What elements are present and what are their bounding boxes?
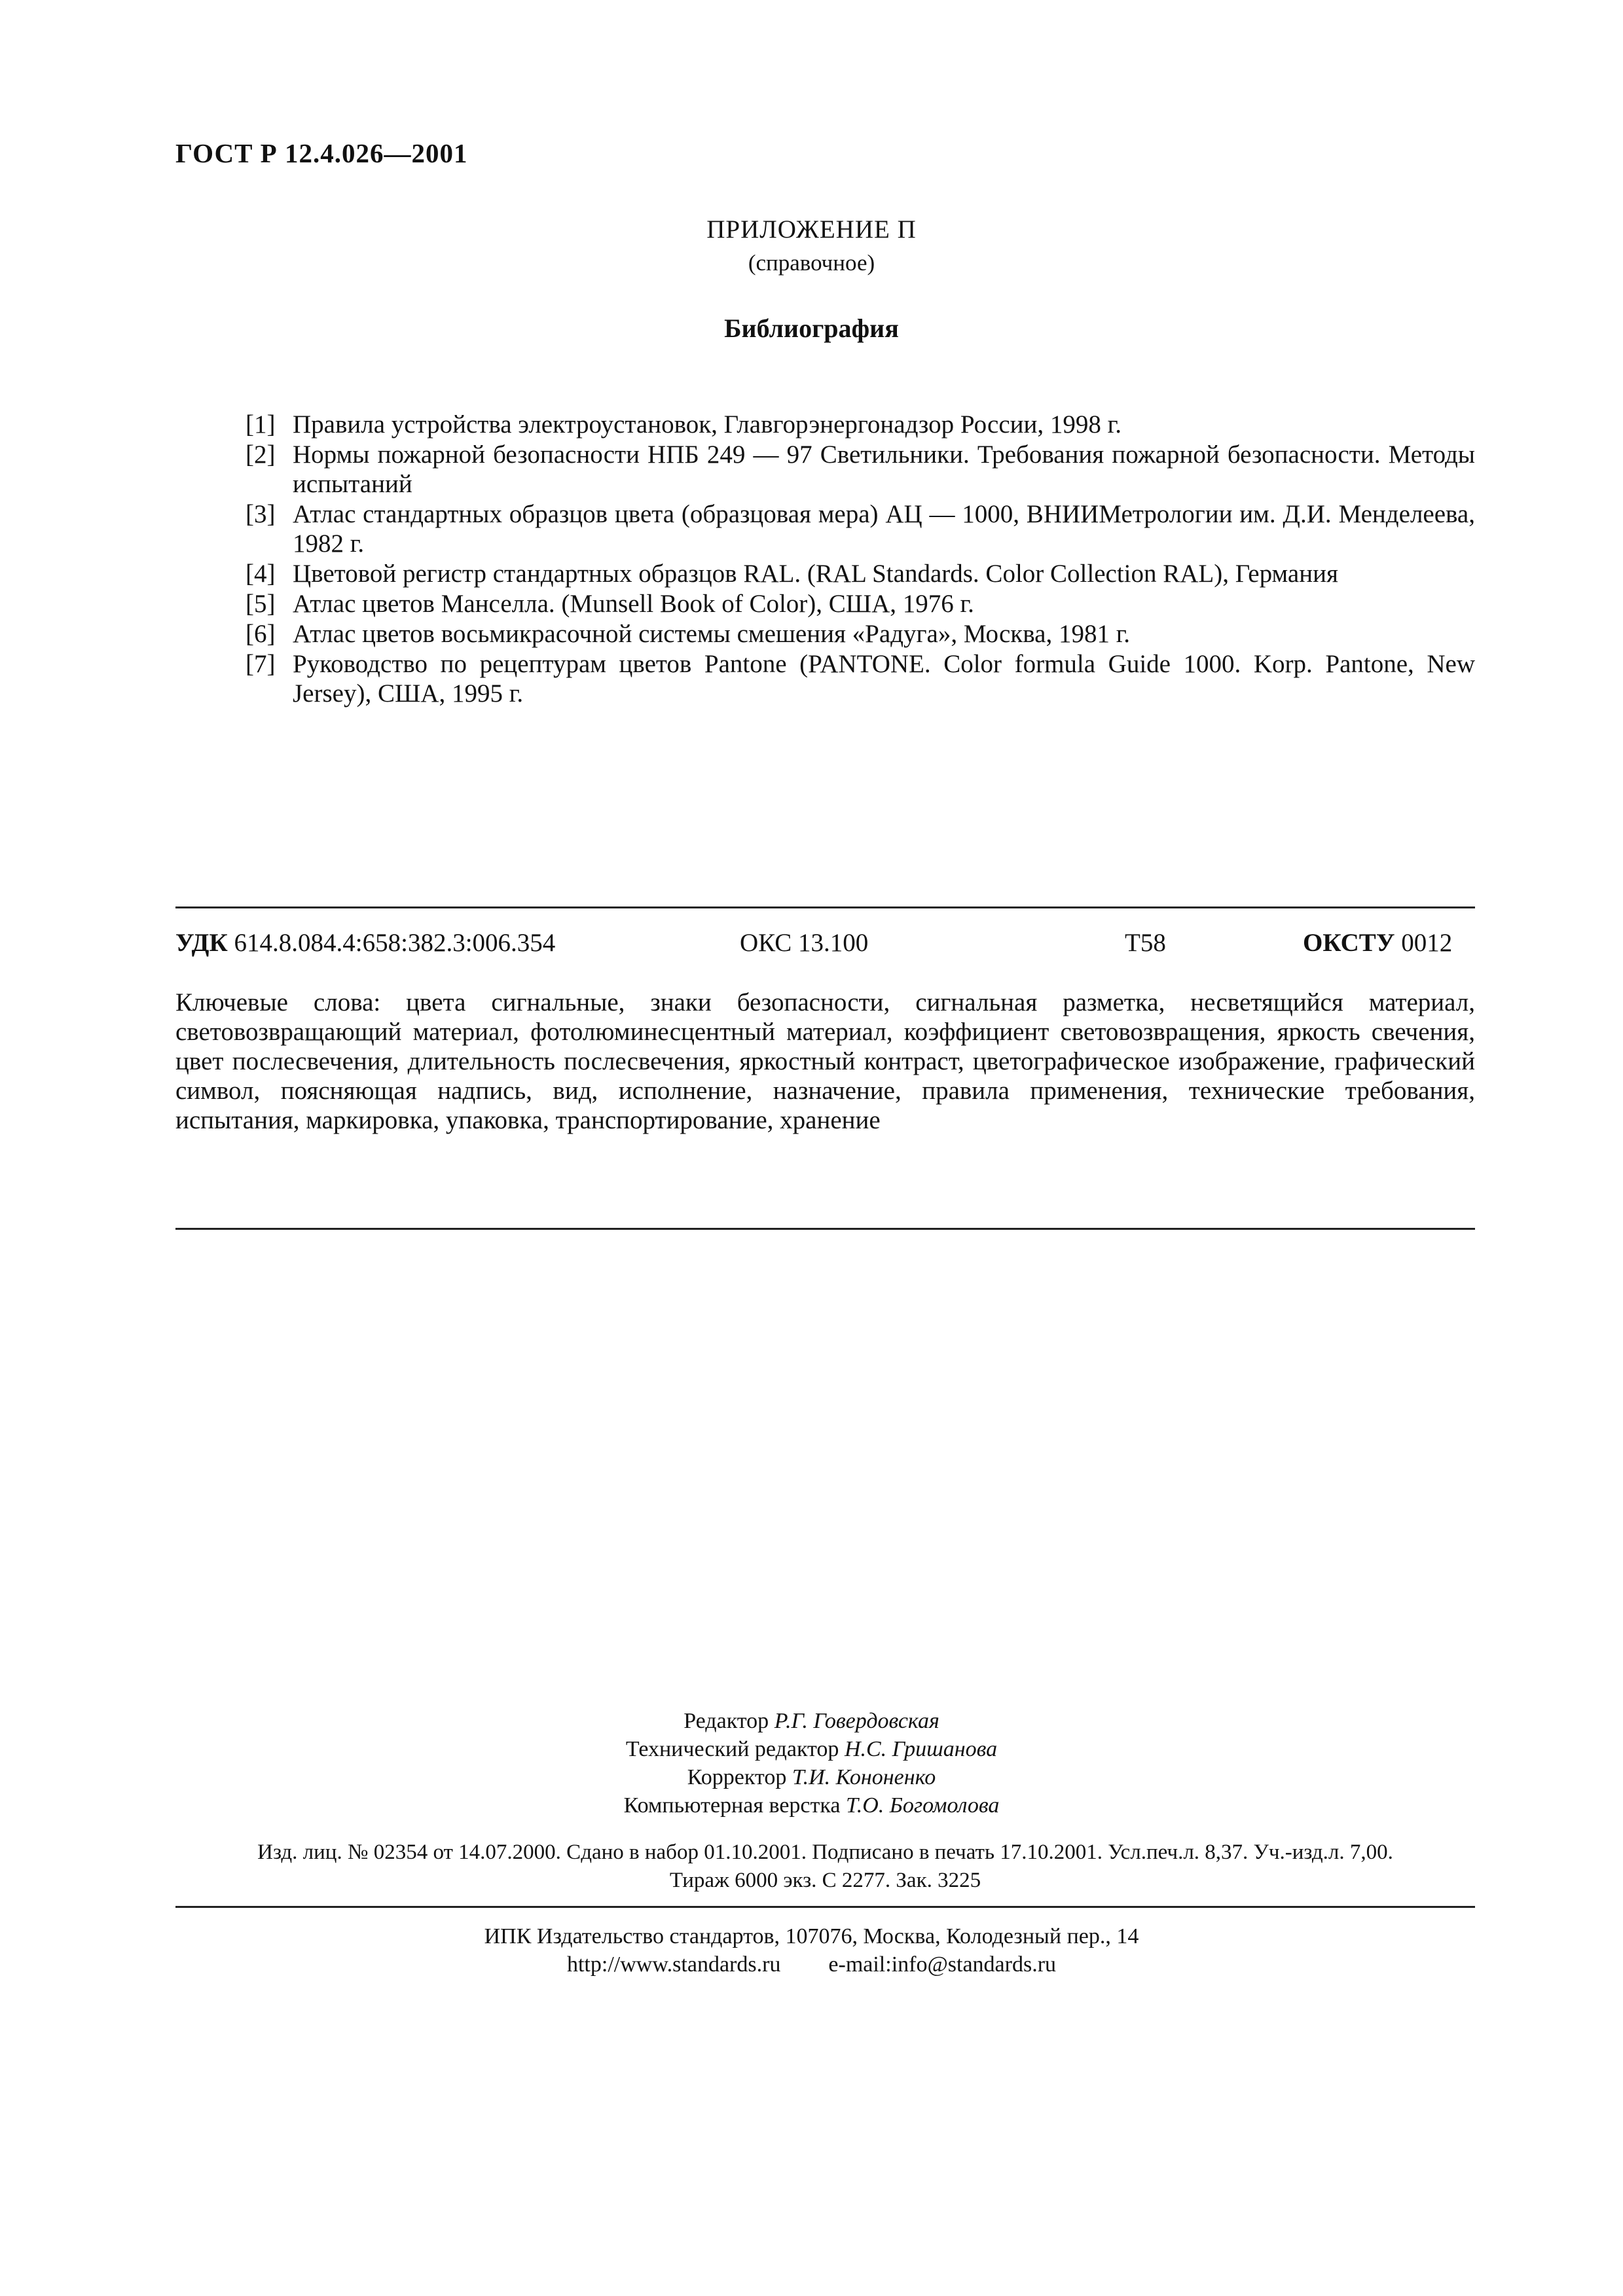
appendix-subtitle: (справочное) xyxy=(748,250,875,276)
imprint-block xyxy=(175,1839,1475,1895)
bibliography-entry xyxy=(246,619,1475,649)
publisher-email[interactable]: e-mail:info@standards.ru xyxy=(828,1952,1057,1977)
entry-number: [4] xyxy=(246,560,276,588)
entry-text: Атлас цветов восьмикрасочной системы смешения «Радуга», Москва, 1981 г. xyxy=(293,620,1131,648)
keywords-paragraph: Ключевые слова: цвета сигнальные, знаки безопасности, сигнальная разметка, несветящийся материал, световозвращающий материал, фотолюминесцентный материал, коэффициент световозвращения, яркость свечения, цвет послесвечения, длительность послесвечения, яркостный контраст, цветографическое изображение, графический символ, поясняющая надпись, вид, исполнение, назначение, правила применения, технические требования, испытания, маркировка, упаковка, транспортирование, хранение xyxy=(175,988,1475,1134)
oks-code: ОКС 13.100 xyxy=(740,929,869,957)
bibliography-entry xyxy=(246,410,1475,439)
udk-value: 614.8.084.4:658:382.3:006.354 xyxy=(234,929,556,957)
entry-text: Цветовой регистр стандартных образцов RAL. (RAL Standards. Color Collection RAL), Германия xyxy=(293,560,1338,588)
entry-number: [3] xyxy=(246,500,276,528)
credits-block xyxy=(0,1707,1623,1820)
entry-number: [2] xyxy=(246,440,276,469)
divider-top xyxy=(175,906,1475,908)
entry-number: [1] xyxy=(246,410,276,439)
bibliography-entry xyxy=(246,559,1475,588)
credit-layout xyxy=(0,1791,1623,1820)
bibliography-heading: Библиография xyxy=(724,314,899,343)
imprint-line-2: Тираж 6000 экз. С 2277. Зак. 3225 xyxy=(669,1869,981,1892)
bibliography-entry xyxy=(246,649,1475,708)
publisher-block xyxy=(0,1922,1623,1979)
entry-text: Правила устройства электроустановок, Главгорэнергонадзор России, 1998 г. xyxy=(293,410,1122,439)
credit-role: Корректор xyxy=(687,1765,787,1789)
credit-name: Н.С. Гришанова xyxy=(844,1737,998,1761)
credit-corrector xyxy=(0,1763,1623,1791)
credit-role: Редактор xyxy=(684,1709,769,1733)
credit-name: Р.Г. Говердовская xyxy=(774,1709,939,1733)
divider-middle xyxy=(175,1228,1475,1230)
bibliography-entry xyxy=(246,499,1475,558)
bibliography-entry xyxy=(246,440,1475,499)
credit-name: Т.О. Богомолова xyxy=(845,1793,1000,1818)
okstu-label: ОКСТУ xyxy=(1303,929,1395,957)
divider-bottom xyxy=(175,1906,1475,1908)
entry-text: Нормы пожарной безопасности НПБ 249 — 97 Светильники. Требования пожарной безопасности. Методы испытаний xyxy=(293,440,1475,498)
credit-tech-editor xyxy=(0,1735,1623,1763)
appendix-title: ПРИЛОЖЕНИЕ П xyxy=(706,215,917,243)
entry-number: [7] xyxy=(246,650,276,678)
credit-role: Технический редактор xyxy=(625,1737,839,1761)
entry-number: [6] xyxy=(246,620,276,648)
udk-code xyxy=(175,928,555,958)
t-code: Т58 xyxy=(1125,929,1166,957)
publisher-contacts xyxy=(0,1950,1623,1979)
document-code: ГОСТ Р 12.4.026—2001 xyxy=(175,138,468,168)
entry-number: [5] xyxy=(246,590,276,618)
bibliography-entry xyxy=(246,589,1475,619)
credit-editor xyxy=(0,1707,1623,1735)
udk-label: УДК xyxy=(175,929,228,957)
publisher-address: ИПК Издательство стандартов, 107076, Москва, Колодезный пер., 14 xyxy=(484,1924,1139,1948)
credit-role: Компьютерная верстка xyxy=(623,1793,841,1818)
publisher-url[interactable]: http://www.standards.ru xyxy=(566,1952,781,1977)
entry-text: Атлас цветов Манселла. (Munsell Book of Color), США, 1976 г. xyxy=(293,590,974,618)
credit-name: Т.И. Кононенко xyxy=(792,1765,936,1789)
entry-text: Руководство по рецептурам цветов Pantone (PANTONE. Color formula Guide 1000. Korp. Pantone, New Jersey), США, 1995 г. xyxy=(293,650,1475,708)
okstu-code xyxy=(1303,928,1452,958)
okstu-value: 0012 xyxy=(1401,929,1453,957)
entry-text: Атлас стандартных образцов цвета (образцовая мера) АЦ — 1000, ВНИИМетрологии им. Д.И. Менделеева, 1982 г. xyxy=(293,500,1475,558)
bibliography-list xyxy=(246,410,1475,709)
imprint-line-1: Изд. лиц. № 02354 от 14.07.2000. Сдано в набор 01.10.2001. Подписано в печать 17.10.2001. Усл.печ.л. 8,37. Уч.-изд.л. 7,00. xyxy=(257,1840,1393,1864)
